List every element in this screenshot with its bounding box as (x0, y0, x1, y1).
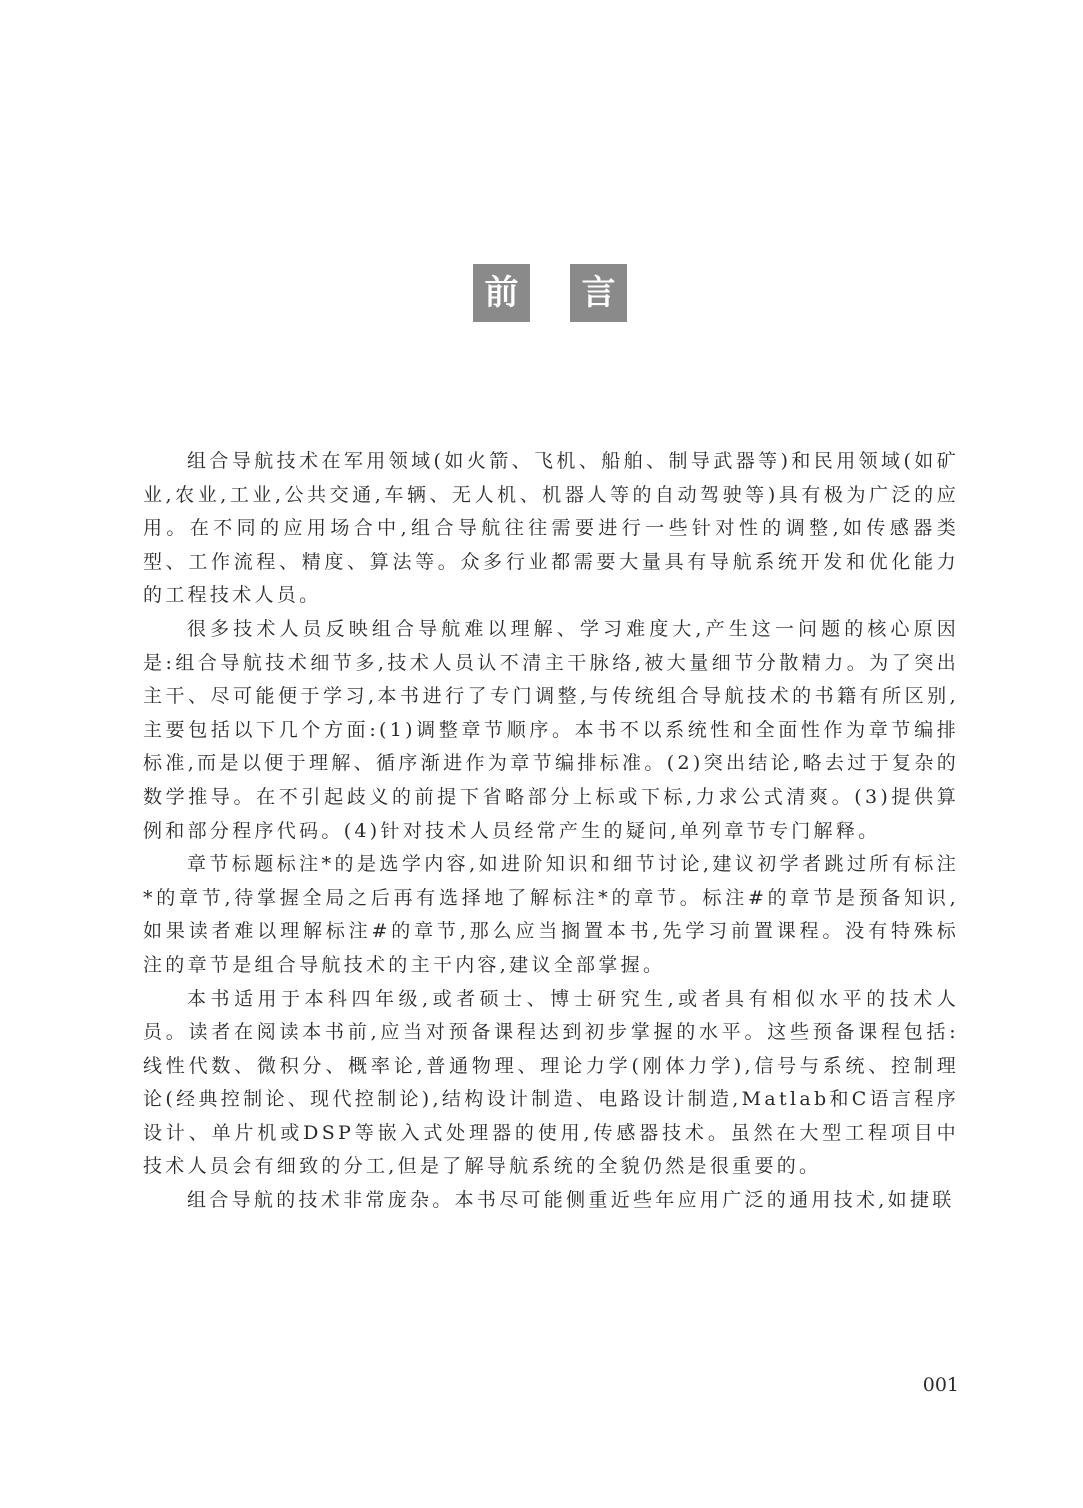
paragraph-3: 章节标题标注*的是选学内容,如进阶知识和细节讨论,建议初学者跳过所有标注*的章节,待掌握全局之后再有选择地了解标注*的章节。标注#的章节是预备知识,如果读者难以理解标注#的章节,那么应当搁置本书,先学习前置课程。没有特殊标注的章节是组合导航技术的主干内容,建议全部掌握。 (143, 853, 959, 976)
paragraph-4: 本书适用于本科四年级,或者硕士、博士研究生,或者具有相似水平的技术人员。读者在阅读本书前,应当对预备课程达到初步掌握的水平。这些预备课程包括:线性代数、微积分、概率论,普通物理、理论力学(刚体力学),信号与系统、控制理论(经典控制论、现代控制论),结构设计制造、电路设计制造,Matlab和C语言程序设计、单片机或DSP等嵌入式处理器的使用,传感器技术。虽然在大型工程项目中技术人员会有细致的分工,但是了解导航系统的全貌仍然是很重要的。 (143, 987, 959, 1178)
paragraph-5: 组合导航的技术非常庞杂。本书尽可能侧重近些年应用广泛的通用技术,如捷联 (187, 1189, 955, 1212)
body-text (143, 445, 959, 1218)
paragraph-2: 很多技术人员反映组合导航难以理解、学习难度大,产生这一问题的核心原因是:组合导航技术细节多,技术人员认不清主干脉络,被大量细节分散精力。为了突出主干、尽可能便于学习,本书进行了专门调整,与传统组合导航技术的书籍有所区别,主要包括以下几个方面:(1)调整章节顺序。本书不以系统性和全面性作为章节编排标准,而是以便于理解、循序渐进作为章节编排标准。(2)突出结论,略去过于复杂的数学推导。在不引起歧义的前提下省略部分上标或下标,力求公式清爽。(3)提供算例和部分程序代码。(4)针对技术人员经常产生的疑问,单列章节专门解释。 (143, 617, 959, 842)
title-char-1: 前 (473, 264, 530, 322)
page-title (0, 264, 1083, 322)
page-number: 001 (922, 1374, 959, 1396)
paragraph-1: 组合导航技术在军用领域(如火箭、飞机、船舶、制导武器等)和民用领域(如矿业,农业,工业,公共交通,车辆、无人机、机器人等的自动驾驶等)具有极为广泛的应用。在不同的应用场合中,组合导航往往需要进行一些针对性的调整,如传感器类型、工作流程、精度、算法等。众多行业都需要大量具有导航系统开发和优化能力的工程技术人员。 (143, 450, 959, 607)
title-char-2: 言 (570, 264, 627, 322)
